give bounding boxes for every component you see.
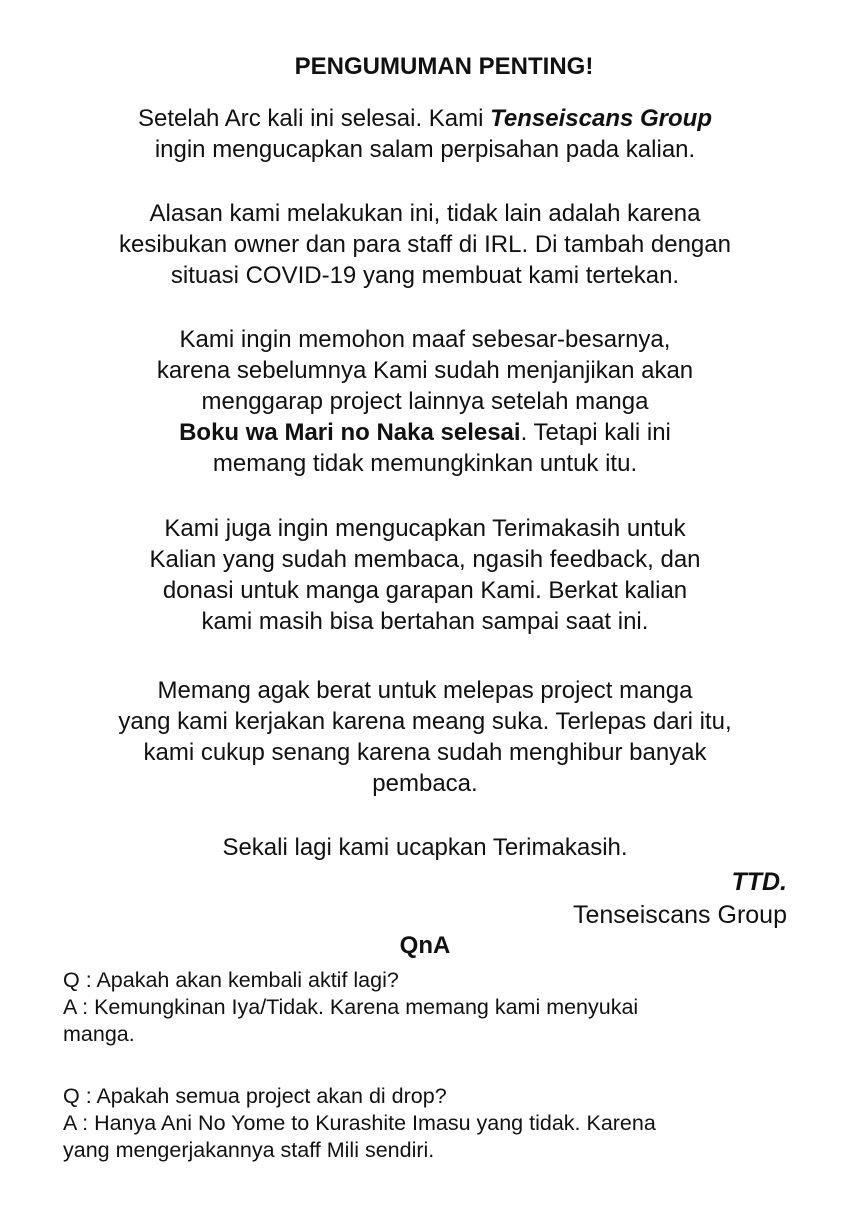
paragraph-line: memang tidak memungkinkan untuk itu. bbox=[212, 450, 638, 477]
qna-answer-continued: manga. bbox=[63, 1022, 135, 1046]
manga-title-emphasis: Boku wa Mari no Naka selesai bbox=[179, 419, 521, 446]
paragraph-line: donasi untuk manga garapan Kami. Berkat kalian bbox=[162, 577, 688, 604]
qna-answer: A : Hanya Ani No Yome to Kurashite Imasu yang tidak. Karena bbox=[63, 1111, 656, 1135]
paragraph-line: karena sebelumnya Kami sudah menjanjikan akan bbox=[156, 357, 694, 384]
paragraph-line: kesibukan owner dan para staff di IRL. Di tambah dengan bbox=[119, 231, 731, 258]
qna-answer-continued: yang mengerjakannya staff Mili sendiri. bbox=[63, 1138, 435, 1162]
paragraph-line: Memang agak berat untuk melepas project manga bbox=[157, 677, 693, 704]
paragraph-line: kami masih bisa bertahan sampai saat ini. bbox=[201, 608, 649, 635]
paragraph-line: Kami ingin memohon maaf sebesar-besarnya, bbox=[179, 326, 671, 353]
paragraph-final-thanks bbox=[0, 832, 850, 863]
paragraph-line bbox=[0, 417, 850, 448]
page-title: PENGUMUMAN PENTING! bbox=[294, 53, 594, 80]
paragraph-line: pembaca. bbox=[372, 770, 478, 797]
paragraph-line: Sekali lagi kami ucapkan Terimakasih. bbox=[222, 834, 628, 861]
qna-title: QnA bbox=[399, 932, 451, 959]
paragraph-line: Alasan kami melakukan ini, tidak lain adalah karena bbox=[149, 200, 701, 227]
paragraph-line: situasi COVID-19 yang membuat kami tertekan. bbox=[170, 262, 680, 289]
qna-item bbox=[63, 967, 783, 1048]
paragraph-thanks bbox=[0, 513, 850, 637]
paragraph-line: menggarap project lainnya setelah manga bbox=[201, 388, 649, 415]
qna-item bbox=[63, 1083, 783, 1164]
qna-question: Q : Apakah akan kembali aktif lagi? bbox=[63, 968, 399, 992]
group-name-emphasis: Tenseiscans Group bbox=[490, 105, 713, 132]
signature-ttd: TTD. bbox=[731, 868, 787, 896]
paragraph-line: yang kami kerjakan karena meang suka. Terlepas dari itu, bbox=[118, 708, 732, 735]
paragraph-apology bbox=[0, 324, 850, 479]
qna-answer: A : Kemungkinan Iya/Tidak. Karena memang kami menyukai bbox=[63, 995, 639, 1019]
paragraph-line: Kami juga ingin mengucapkan Terimakasih untuk bbox=[164, 515, 686, 542]
paragraph-farewell bbox=[0, 103, 850, 165]
qna-question: Q : Apakah semua project akan di drop? bbox=[63, 1084, 447, 1108]
paragraph-line: Kalian yang sudah membaca, ngasih feedback, dan bbox=[149, 546, 701, 573]
paragraph-reason bbox=[0, 198, 850, 291]
text-span: Setelah Arc kali ini selesai. Kami bbox=[137, 105, 491, 132]
paragraph-closing bbox=[0, 675, 850, 799]
paragraph-line: kami cukup senang karena sudah menghibur banyak bbox=[143, 739, 707, 766]
signature-group-name: Tenseiscans Group bbox=[572, 901, 787, 929]
text-span: . Tetapi kali ini bbox=[520, 419, 671, 446]
paragraph-line: ingin mengucapkan salam perpisahan pada kalian. bbox=[154, 136, 696, 163]
paragraph-line bbox=[0, 103, 850, 134]
